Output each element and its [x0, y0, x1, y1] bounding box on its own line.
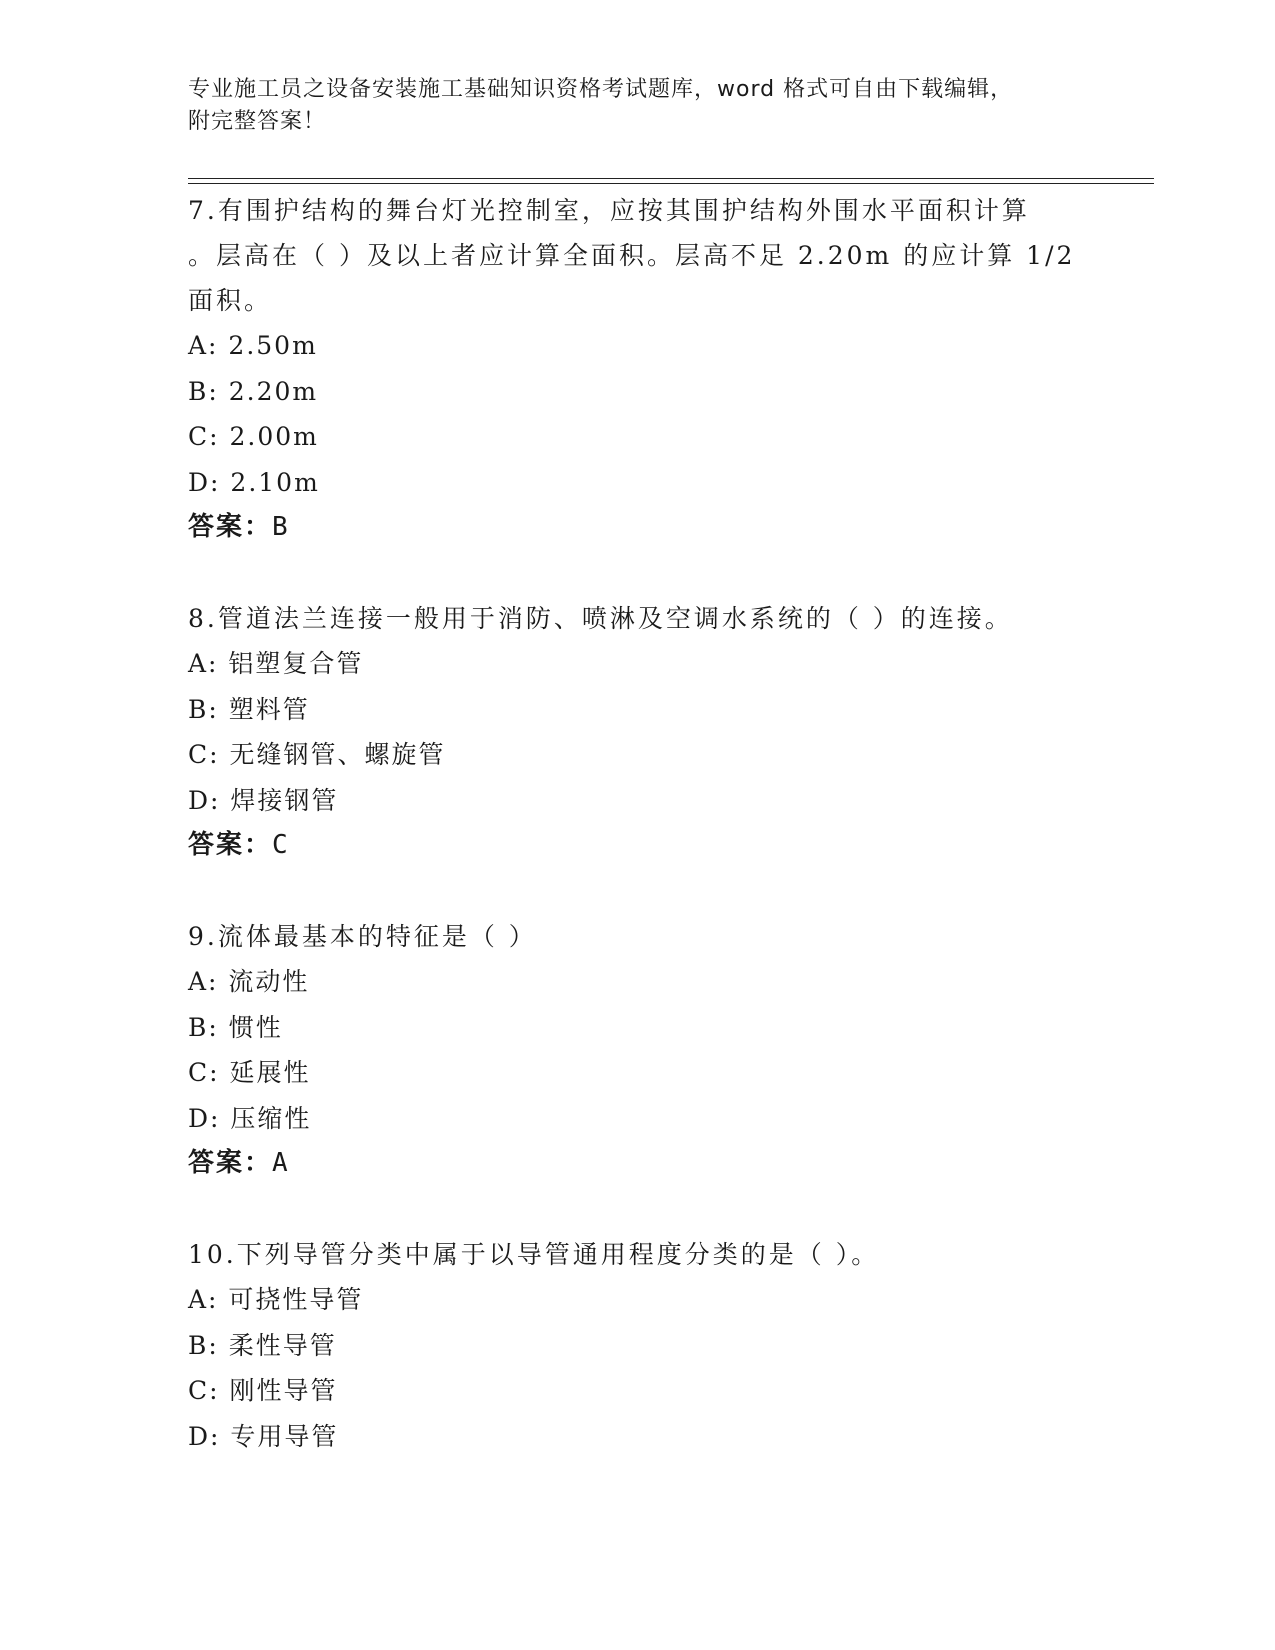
option-a: A: 可挠性导管	[188, 1285, 364, 1314]
option-b: B: 惯性	[188, 1012, 283, 1042]
option-b: B: 塑料管	[188, 694, 310, 724]
answer-value: C	[272, 830, 290, 860]
question-stem-line: 7.有围护结构的舞台灯光控制室，应按其围护结构外围水平面积计算	[188, 196, 1030, 225]
question-stem-line: 10.下列导管分类中属于以导管通用程度分类的是（ ）。	[188, 1240, 880, 1269]
header-line-1: 专业施工员之设备安装施工基础知识资格考试题库，word 格式可自由下载编辑，	[188, 77, 1014, 102]
answer-label: 答案：	[188, 512, 273, 542]
answer-value: B	[272, 512, 290, 542]
question-9	[188, 914, 1088, 1186]
document-header	[188, 74, 1068, 138]
question-stem-line: 。层高在（ ）及以上者应计算全面积。层高不足 2.20m 的应计算 1/2	[188, 241, 1076, 270]
option-d: D: 专用导管	[188, 1421, 339, 1451]
answer-line	[188, 823, 1088, 868]
option-c: C: 延展性	[188, 1058, 311, 1087]
question-7	[188, 188, 1088, 550]
option-d: D: 2.10m	[188, 467, 320, 497]
option-c: C: 2.00m	[188, 422, 319, 451]
answer-line	[188, 505, 1088, 550]
question-10	[188, 1232, 1088, 1459]
question-stem-line: 面积。	[188, 286, 273, 315]
option-c: C: 无缝钢管、螺旋管	[188, 740, 446, 769]
header-divider-bottom	[188, 183, 1154, 184]
header-line-2: 附完整答案！	[188, 109, 327, 134]
option-a: A: 2.50m	[188, 331, 318, 360]
option-d: D: 压缩性	[188, 1103, 312, 1133]
option-a: A: 铝塑复合管	[188, 649, 364, 678]
answer-label: 答案：	[188, 830, 273, 860]
answer-value: A	[272, 1148, 290, 1178]
answer-line	[188, 1141, 1088, 1186]
question-stem-line: 8.管道法兰连接一般用于消防、喷淋及空调水系统的（ ）的连接。	[188, 604, 1013, 633]
question-list	[188, 188, 1088, 1459]
option-d: D: 焊接钢管	[188, 785, 339, 815]
question-spacer	[188, 1186, 1088, 1232]
option-b: B: 2.20m	[188, 376, 319, 406]
question-8	[188, 596, 1088, 868]
question-stem-line: 9.流体最基本的特征是（ ）	[188, 922, 537, 951]
question-spacer	[188, 868, 1088, 914]
option-b: B: 柔性导管	[188, 1330, 337, 1360]
option-a: A: 流动性	[188, 967, 310, 996]
answer-label: 答案：	[188, 1148, 273, 1178]
option-c: C: 刚性导管	[188, 1376, 338, 1405]
question-spacer	[188, 550, 1088, 596]
header-divider-top	[188, 178, 1154, 179]
